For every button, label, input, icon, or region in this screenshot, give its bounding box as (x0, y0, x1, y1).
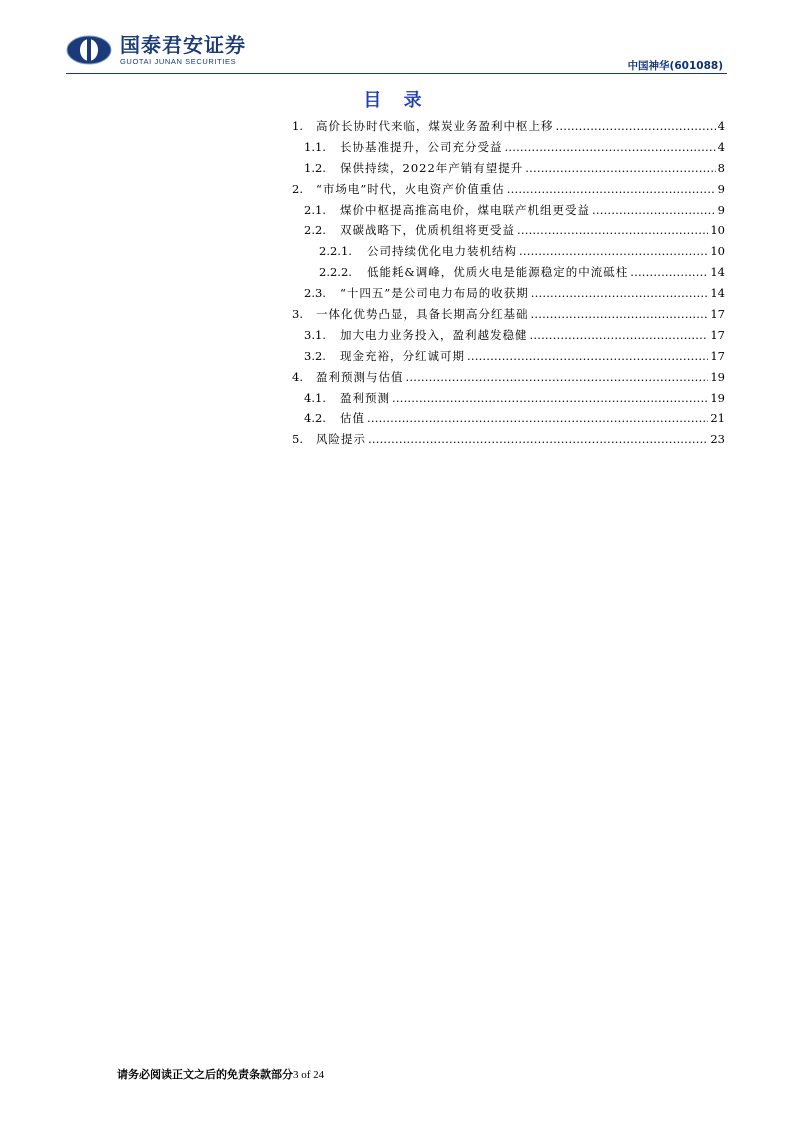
toc-entry-number: 4. (292, 369, 303, 384)
toc-entry-label: 双碳战略下，优质机组将更受益 (340, 223, 515, 238)
logo-english-text: GUOTAI JUNAN SECURITIES (120, 57, 237, 66)
toc-entry[interactable] (292, 285, 725, 306)
disclaimer-text: 请务必阅读正文之后的免责条款部分 (117, 1068, 293, 1081)
toc-entry[interactable] (292, 369, 725, 390)
toc-entry-number: 2.1. (304, 202, 326, 217)
toc-entry-label: 估值 (340, 411, 365, 426)
toc-entry-page: 17 (710, 348, 725, 363)
toc-leader-dots (368, 432, 708, 446)
toc-entry-page: 19 (710, 369, 725, 384)
toc-entry[interactable] (292, 348, 725, 369)
toc-entry[interactable] (292, 222, 725, 243)
toc-entry[interactable] (292, 139, 725, 160)
toc-entry-number: 3.1. (304, 327, 326, 342)
toc-entry-label: 低能耗&调峰，优质火电是能源稳定的中流砥柱 (367, 265, 629, 280)
logo-chinese-text: 国泰君安证券 (120, 33, 246, 57)
toc-entry-number: 2.3. (304, 286, 326, 301)
toc-leader-dots (507, 182, 716, 196)
toc-leader-dots (392, 391, 708, 405)
toc-entry-page: 14 (710, 286, 725, 301)
toc-leader-dots (592, 203, 716, 217)
toc-entry-page: 9 (717, 202, 725, 217)
toc-entry[interactable] (292, 306, 725, 327)
toc-entry-label: 现金充裕，分红诚可期 (340, 348, 465, 363)
toc-entry-page: 10 (710, 223, 725, 238)
toc-entry[interactable] (292, 243, 725, 264)
toc-entry[interactable] (292, 181, 725, 202)
toc-entry[interactable] (292, 410, 725, 431)
toc-title: 目 录 (363, 90, 430, 111)
toc-entry-number: 2.2.1. (319, 244, 352, 259)
toc-entry-number: 5. (292, 432, 303, 447)
company-ticker: 中国神华(601088) (627, 60, 723, 72)
toc-entry-number: 2.2. (304, 223, 326, 238)
toc-leader-dots (531, 286, 709, 300)
toc-entry-label: 风险提示 (316, 432, 366, 447)
toc-entry-label: 盈利预测与估值 (316, 369, 404, 384)
toc-entry-label: “十四五”是公司电力布局的收获期 (340, 286, 529, 301)
toc-entry-page: 19 (710, 390, 725, 405)
toc-leader-dots (556, 119, 716, 133)
toc-entry-label: 煤价中枢提高推高电价，煤电联产机组更受益 (340, 202, 590, 217)
toc-entry[interactable] (292, 390, 725, 411)
page-footer (117, 1066, 324, 1082)
toc-entry-label: 加大电力业务投入，盈利越发稳健 (340, 327, 528, 342)
toc-entry-label: 保供持续，2022年产销有望提升 (340, 160, 524, 175)
toc-entry-label: 盈利预测 (340, 390, 390, 405)
toc-entry-page: 17 (710, 307, 725, 322)
toc-entry-number: 1.1. (304, 139, 326, 154)
toc-leader-dots (517, 223, 708, 237)
toc-entry-number: 1. (292, 119, 303, 133)
toc-entry-number: 2.2.2. (319, 265, 352, 280)
toc-entry-label: “市场电”时代，火电资产价值重估 (316, 181, 505, 196)
toc-entry[interactable] (292, 264, 725, 285)
toc-entry[interactable] (292, 431, 725, 452)
toc-entry-number: 3.2. (304, 348, 326, 363)
toc-entry[interactable] (292, 327, 725, 348)
toc-entry-number: 2. (292, 181, 303, 196)
page-number: 3 of 24 (293, 1069, 325, 1081)
toc-entry-page: 9 (717, 181, 725, 196)
header-divider (66, 73, 727, 74)
toc-leader-dots (519, 244, 708, 258)
toc-entry-label: 高价长协时代来临，煤炭业务盈利中枢上移 (316, 119, 554, 133)
toc-entry-page: 4 (717, 119, 725, 133)
toc-leader-dots (467, 349, 708, 363)
toc-leader-dots (630, 265, 708, 279)
toc-entry-page: 4 (717, 139, 725, 154)
toc-entry-number: 4.1. (304, 390, 326, 405)
guotai-junan-logo-icon (66, 35, 112, 65)
toc-entry-page: 10 (710, 244, 725, 259)
toc-entry-label: 一体化优势凸显，具备长期高分红基础 (316, 307, 529, 322)
toc-leader-dots (525, 161, 715, 175)
toc-entry-page: 17 (710, 327, 725, 342)
toc-entry-page: 21 (710, 411, 725, 426)
toc-leader-dots (406, 370, 709, 384)
toc-leader-dots (531, 307, 709, 321)
toc-leader-dots (367, 411, 708, 425)
toc-entry-label: 公司持续优化电力装机结构 (367, 244, 517, 259)
toc-leader-dots (505, 140, 716, 154)
toc-entry-number: 4.2. (304, 411, 326, 426)
toc-entry-label: 长协基准提升，公司充分受益 (340, 139, 503, 154)
table-of-contents (292, 118, 725, 452)
toc-entry[interactable] (292, 160, 725, 181)
toc-entry-number: 1.2. (304, 160, 326, 175)
toc-entry-page: 8 (717, 160, 725, 175)
toc-entry[interactable] (292, 118, 725, 139)
toc-entry-number: 3. (292, 307, 303, 322)
toc-entry-page: 14 (710, 265, 725, 280)
toc-leader-dots (530, 328, 709, 342)
company-logo (66, 34, 246, 66)
toc-entry-page: 23 (710, 432, 725, 447)
toc-entry[interactable] (292, 202, 725, 223)
